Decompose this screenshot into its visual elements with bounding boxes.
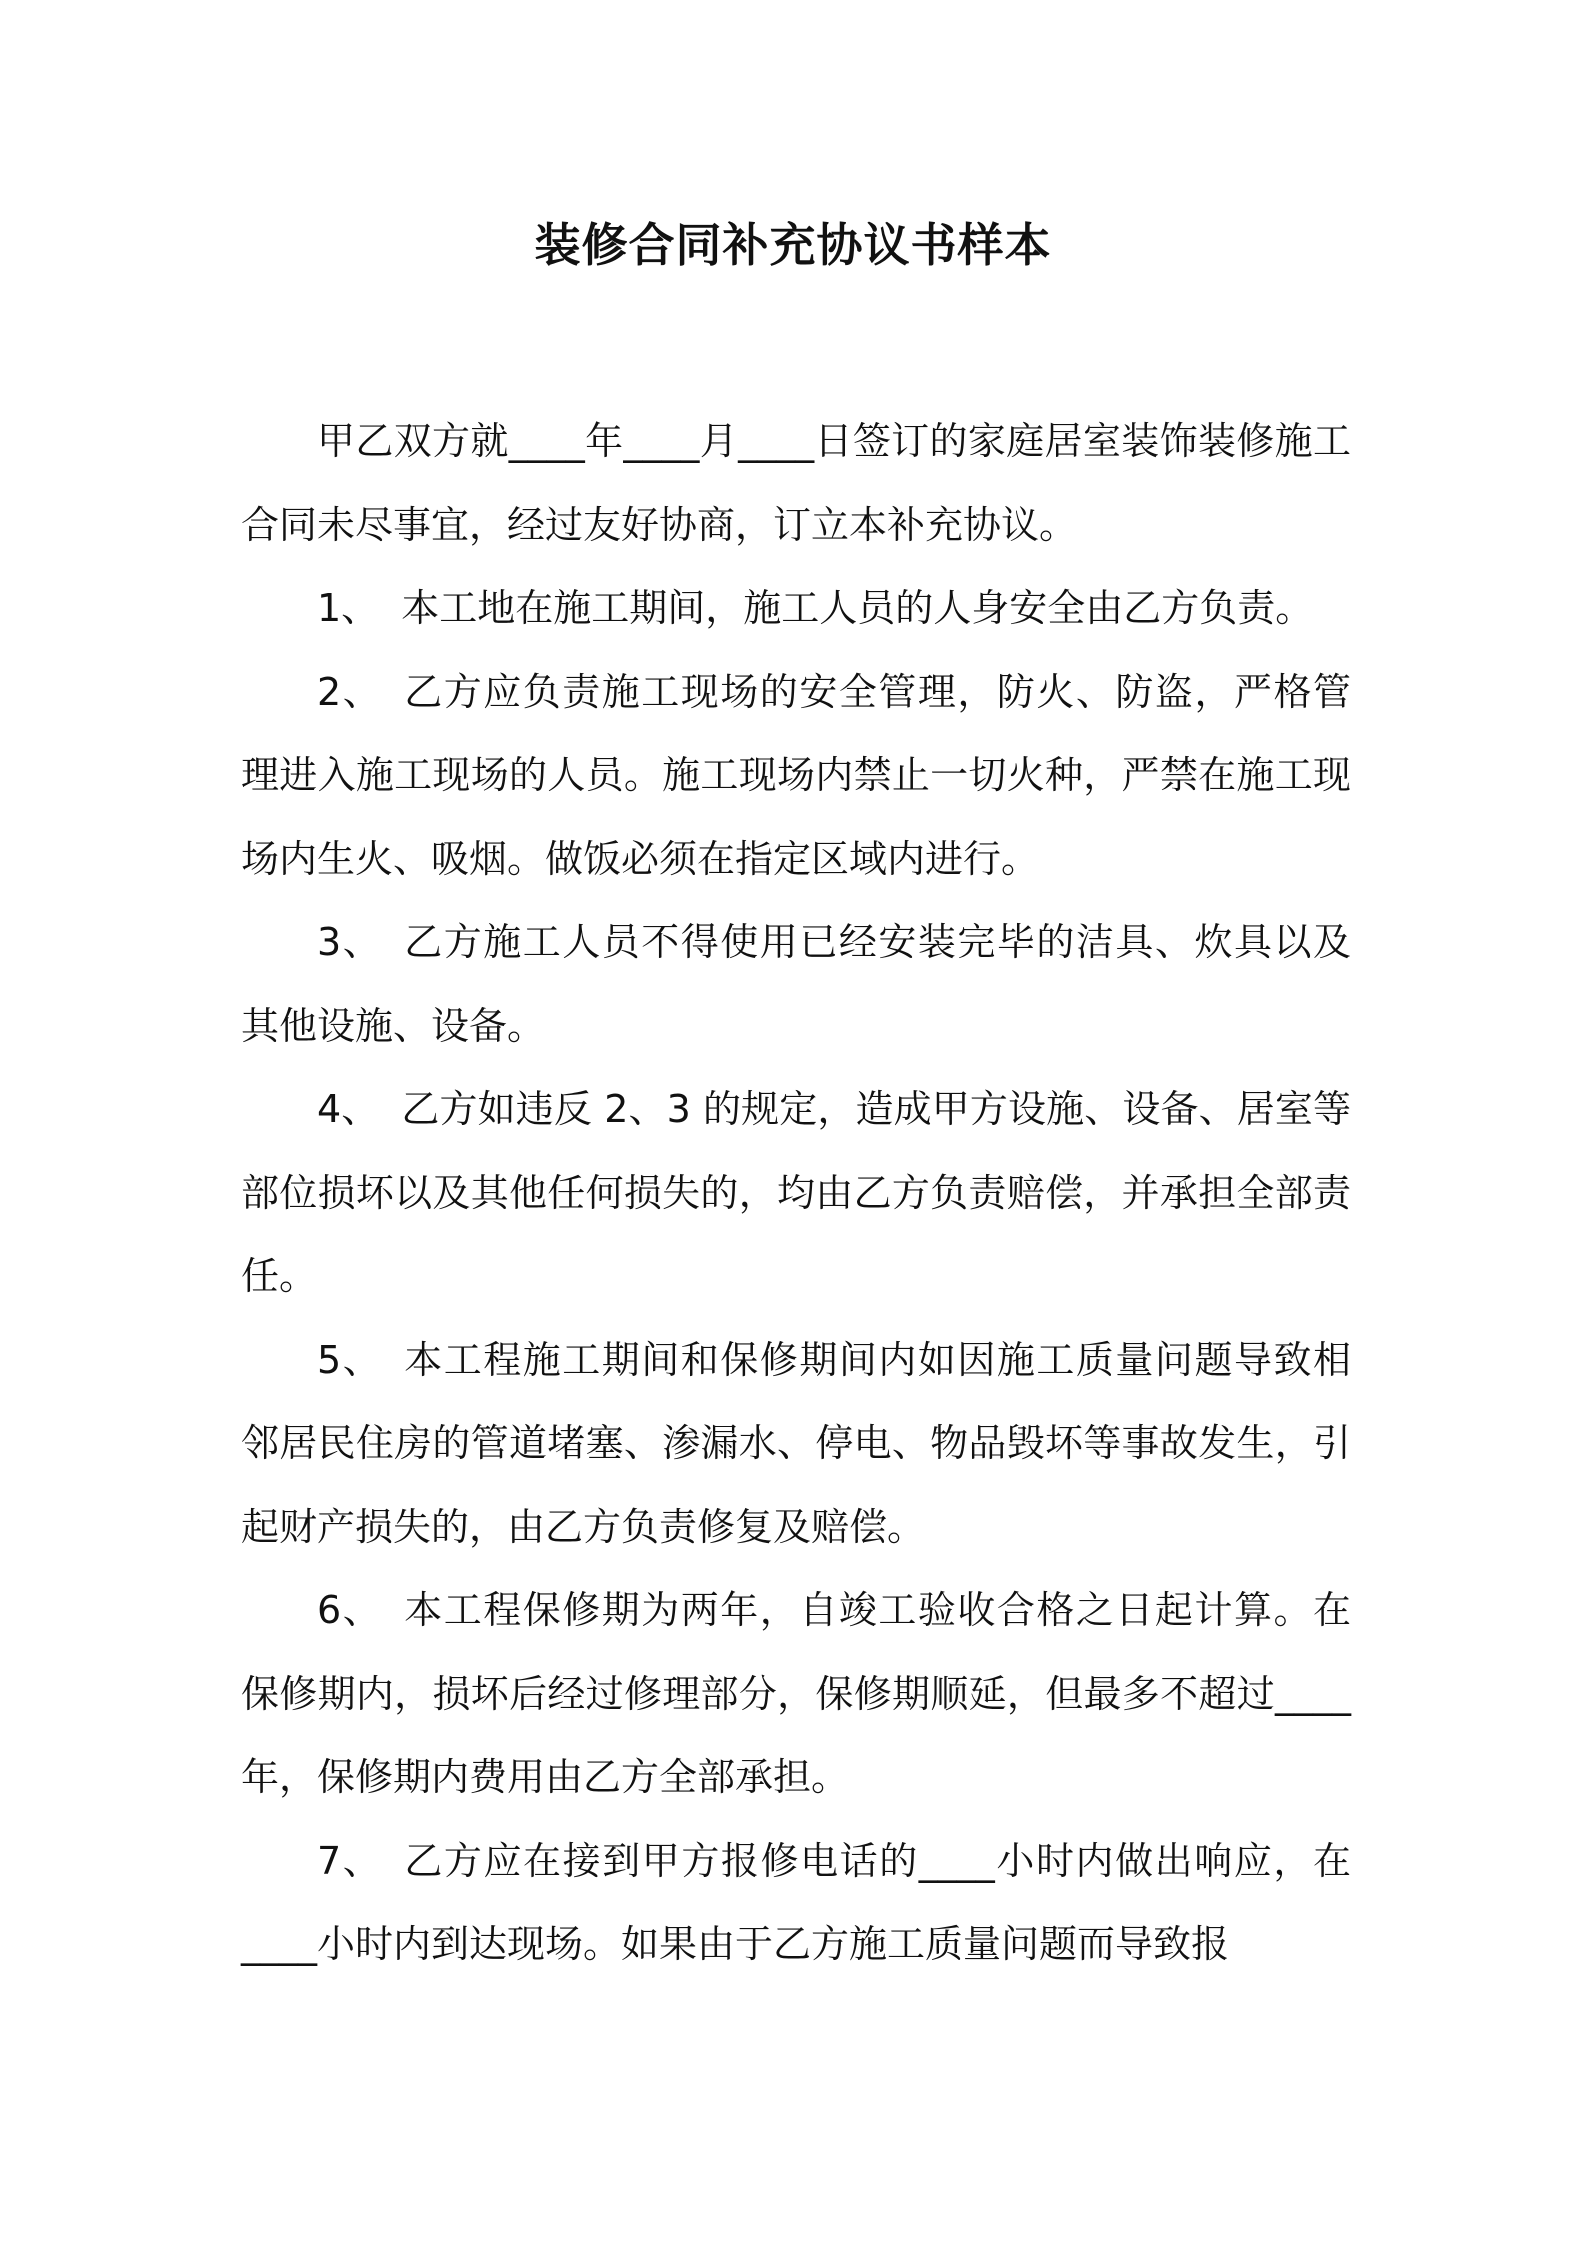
clause-number: 2、: [317, 669, 383, 714]
clause-number: 7、: [317, 1838, 383, 1883]
clause-number: 5、: [317, 1337, 383, 1382]
clause-text: 本工地在施工期间，施工人员的人身安全由乙方负责。: [401, 586, 1314, 630]
clause-1: [241, 567, 1351, 651]
document-title: 装修合同补充协议书样本: [534, 218, 1052, 272]
clause-text: 乙方如违反 2、3 的规定，造成甲方设施、设备、居室等部位损坏以及其他任何损失的，均由乙方负责赔偿，并承担全部责任。: [241, 1087, 1351, 1298]
clause-text: 本工程保修期为两年，自竣工验收合格之日起计算。在保修期内，损坏后经过修理部分，保修期顺延，但最多不超过____年，保修期内费用由乙方全部承担。: [241, 1588, 1351, 1799]
clause-4: [241, 1068, 1351, 1319]
document-body: [241, 400, 1351, 1987]
clause-text: 乙方施工人员不得使用已经安装完毕的洁具、炊具以及其他设施、设备。: [241, 920, 1351, 1048]
clause-text: 乙方应在接到甲方报修电话的____小时内做出响应，在____小时内到达现场。如果由于乙方施工质量问题而导致报: [241, 1838, 1351, 1966]
clause-6: [241, 1569, 1351, 1820]
clause-7: [241, 1820, 1351, 1987]
clause-number: 6、: [317, 1588, 383, 1632]
clause-2: [241, 651, 1351, 902]
clause-3: [241, 901, 1351, 1068]
clause-text: 乙方应负责施工现场的安全管理，防火、防盗，严格管理进入施工现场的人员。施工现场内禁止一切火种，严禁在施工现场内生火、吸烟。做饭必须在指定区域内进行。: [241, 669, 1351, 881]
clause-text: 本工程施工期间和保修期间内如因施工质量问题导致相邻居民住房的管道堵塞、渗漏水、停电、物品毁坏等事故发生，引起财产损失的，由乙方负责修复及赔偿。: [241, 1337, 1351, 1549]
clause-5: [241, 1319, 1351, 1570]
clause-number: 1、: [317, 586, 380, 630]
clause-number: 4、: [317, 1087, 380, 1131]
clause-number: 3、: [317, 920, 383, 964]
intro-paragraph: 甲乙双方就____年____月____日签订的家庭居室装饰装修施工合同未尽事宜，经过友好协商，订立本补充协议。: [241, 419, 1351, 547]
